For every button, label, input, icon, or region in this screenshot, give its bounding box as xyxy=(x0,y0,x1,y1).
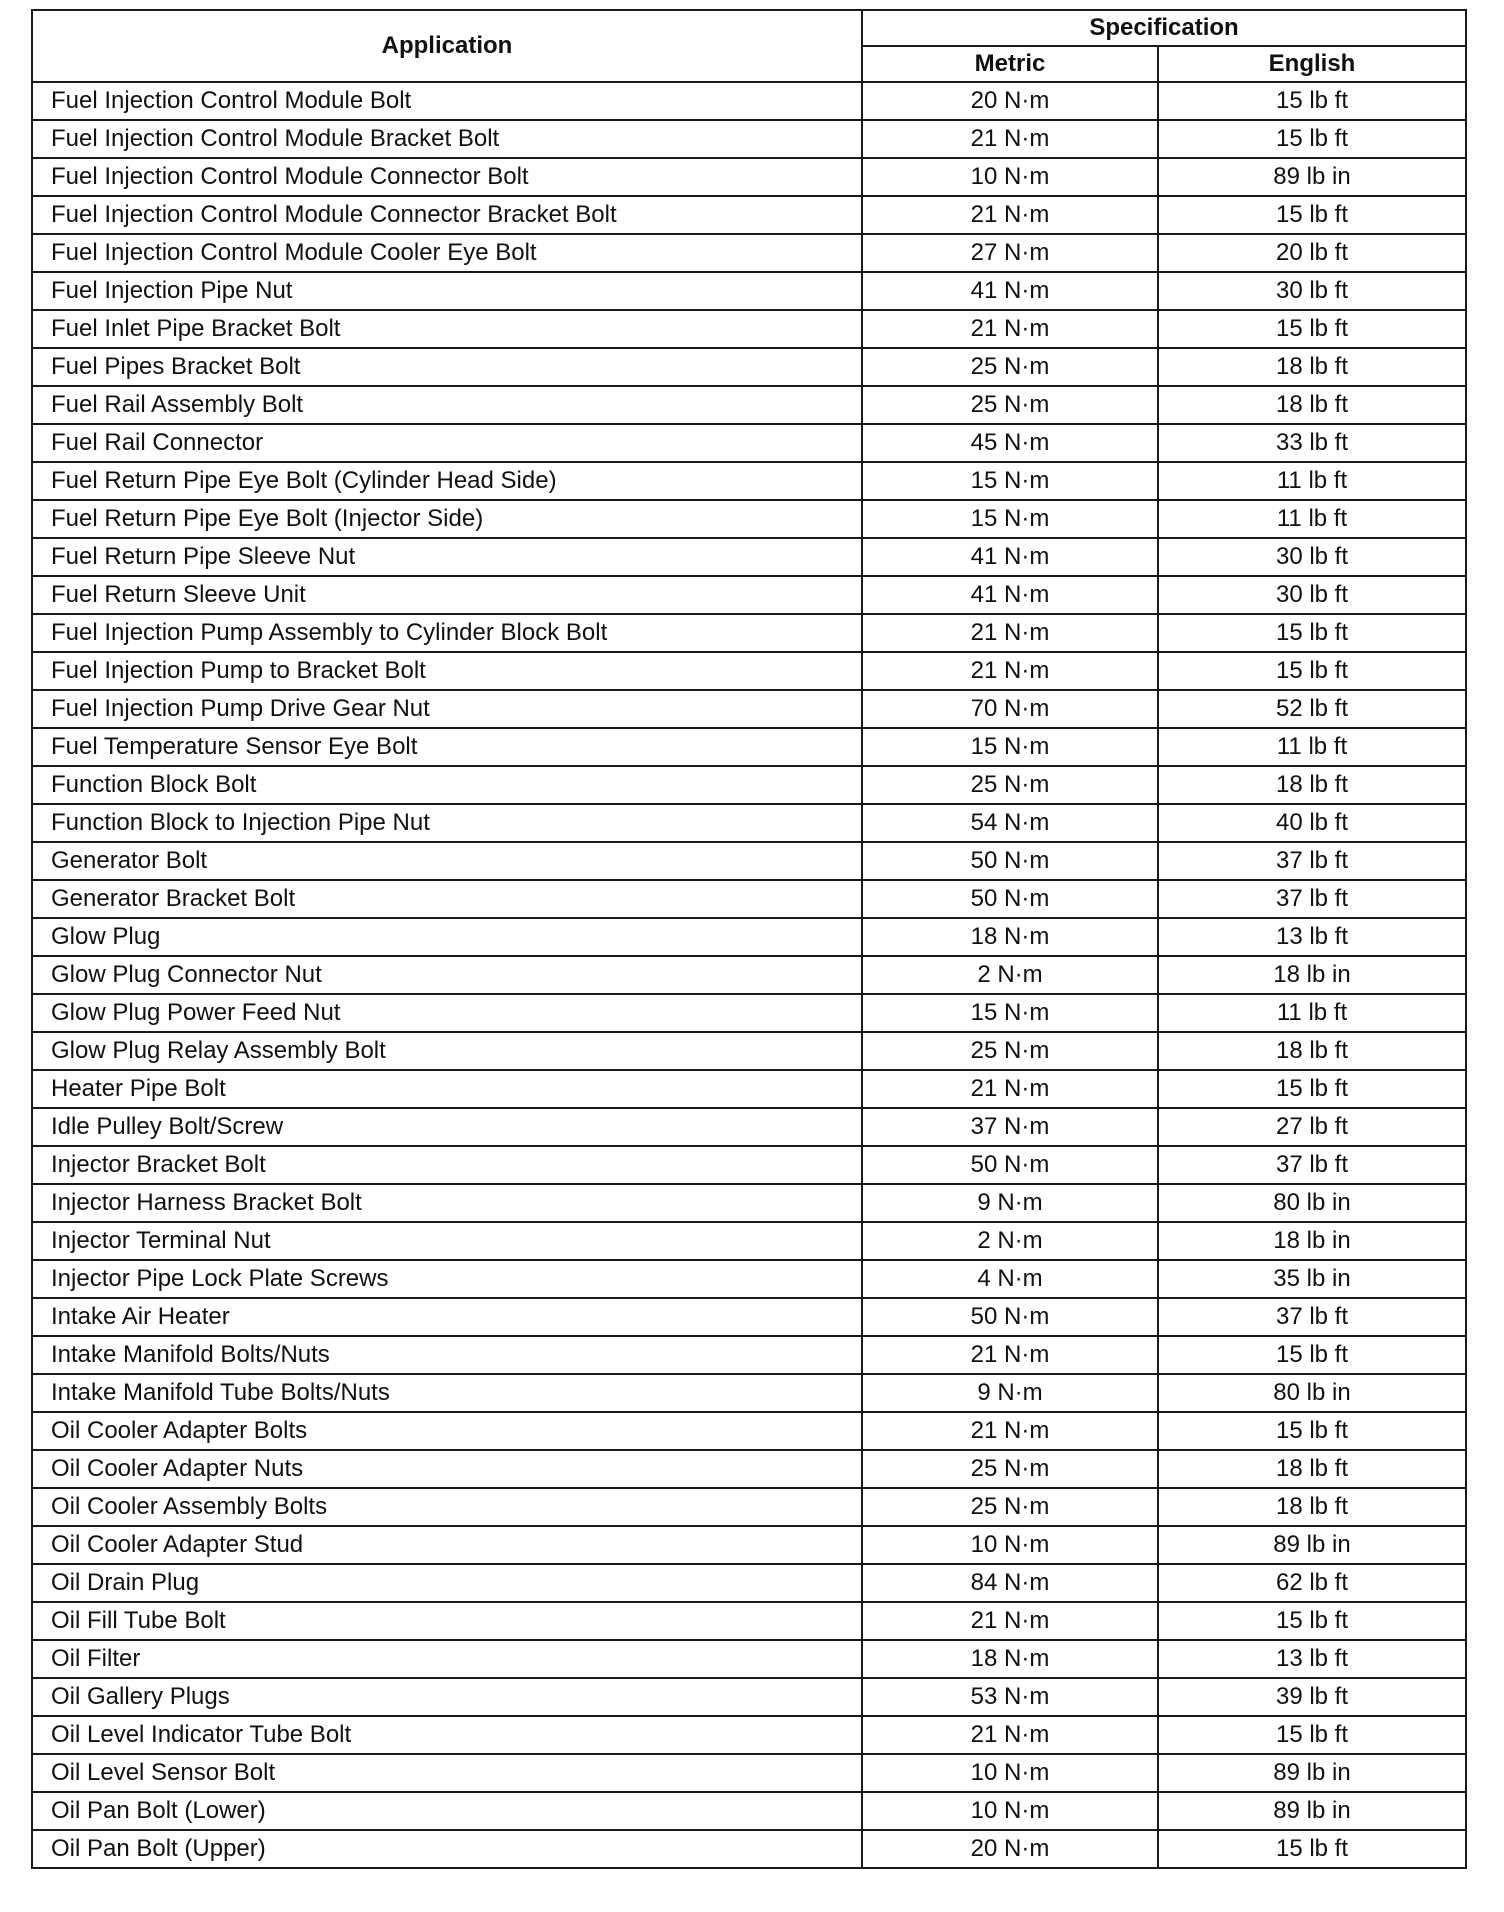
metric-cell: 2 N·m xyxy=(862,1222,1158,1260)
english-cell: 18 lb ft xyxy=(1158,1450,1466,1488)
metric-cell: 21 N·m xyxy=(862,310,1158,348)
table-row xyxy=(32,690,1466,728)
table-row xyxy=(32,348,1466,386)
metric-cell: 20 N·m xyxy=(862,82,1158,120)
table-row xyxy=(32,158,1466,196)
table-row xyxy=(32,1374,1466,1412)
application-header: Application xyxy=(32,10,862,82)
english-cell: 37 lb ft xyxy=(1158,842,1466,880)
table-row xyxy=(32,880,1466,918)
table-row xyxy=(32,956,1466,994)
application-cell: Fuel Injection Pump to Bracket Bolt xyxy=(32,652,862,690)
table-row xyxy=(32,842,1466,880)
english-cell: 18 lb in xyxy=(1158,1222,1466,1260)
metric-cell: 53 N·m xyxy=(862,1678,1158,1716)
english-cell: 18 lb ft xyxy=(1158,1032,1466,1070)
english-cell: 33 lb ft xyxy=(1158,424,1466,462)
application-cell: Oil Pan Bolt (Upper) xyxy=(32,1830,862,1868)
table-header xyxy=(32,10,1466,82)
metric-cell: 21 N·m xyxy=(862,196,1158,234)
english-cell: 15 lb ft xyxy=(1158,1412,1466,1450)
metric-cell: 41 N·m xyxy=(862,272,1158,310)
application-cell: Fuel Return Sleeve Unit xyxy=(32,576,862,614)
application-cell: Fuel Inlet Pipe Bracket Bolt xyxy=(32,310,862,348)
application-cell: Function Block Bolt xyxy=(32,766,862,804)
english-cell: 15 lb ft xyxy=(1158,82,1466,120)
english-cell: 15 lb ft xyxy=(1158,1830,1466,1868)
application-cell: Fuel Injection Pump Drive Gear Nut xyxy=(32,690,862,728)
metric-cell: 25 N·m xyxy=(862,766,1158,804)
metric-cell: 10 N·m xyxy=(862,1792,1158,1830)
metric-cell: 10 N·m xyxy=(862,158,1158,196)
table-row xyxy=(32,120,1466,158)
table-row xyxy=(32,1260,1466,1298)
table-row xyxy=(32,1336,1466,1374)
table-row xyxy=(32,728,1466,766)
torque-specification-table xyxy=(31,9,1467,1869)
application-cell: Fuel Injection Control Module Bracket Bolt xyxy=(32,120,862,158)
application-cell: Oil Filter xyxy=(32,1640,862,1678)
metric-cell: 2 N·m xyxy=(862,956,1158,994)
metric-cell: 9 N·m xyxy=(862,1184,1158,1222)
table-row xyxy=(32,1222,1466,1260)
metric-cell: 25 N·m xyxy=(862,1450,1158,1488)
application-cell: Fuel Injection Control Module Cooler Eye Bolt xyxy=(32,234,862,272)
metric-cell: 25 N·m xyxy=(862,348,1158,386)
table-row xyxy=(32,994,1466,1032)
table-row xyxy=(32,1488,1466,1526)
table-row xyxy=(32,804,1466,842)
metric-cell: 21 N·m xyxy=(862,1716,1158,1754)
application-cell: Fuel Injection Pipe Nut xyxy=(32,272,862,310)
application-cell: Intake Manifold Tube Bolts/Nuts xyxy=(32,1374,862,1412)
table-row xyxy=(32,196,1466,234)
english-cell: 15 lb ft xyxy=(1158,120,1466,158)
english-cell: 15 lb ft xyxy=(1158,310,1466,348)
english-cell: 18 lb ft xyxy=(1158,386,1466,424)
table-row xyxy=(32,462,1466,500)
english-cell: 89 lb in xyxy=(1158,158,1466,196)
application-cell: Heater Pipe Bolt xyxy=(32,1070,862,1108)
metric-cell: 37 N·m xyxy=(862,1108,1158,1146)
application-cell: Glow Plug xyxy=(32,918,862,956)
english-cell: 27 lb ft xyxy=(1158,1108,1466,1146)
english-cell: 18 lb ft xyxy=(1158,766,1466,804)
table-row xyxy=(32,1754,1466,1792)
table-row xyxy=(32,1070,1466,1108)
table-row xyxy=(32,576,1466,614)
application-cell: Glow Plug Relay Assembly Bolt xyxy=(32,1032,862,1070)
metric-cell: 15 N·m xyxy=(862,994,1158,1032)
table-row xyxy=(32,1678,1466,1716)
table-row xyxy=(32,1602,1466,1640)
english-cell: 15 lb ft xyxy=(1158,652,1466,690)
english-cell: 18 lb ft xyxy=(1158,348,1466,386)
metric-cell: 50 N·m xyxy=(862,880,1158,918)
metric-cell: 50 N·m xyxy=(862,1146,1158,1184)
english-cell: 39 lb ft xyxy=(1158,1678,1466,1716)
metric-cell: 21 N·m xyxy=(862,1412,1158,1450)
english-cell: 18 lb ft xyxy=(1158,1488,1466,1526)
table-body xyxy=(32,82,1466,1868)
application-cell: Fuel Injection Control Module Connector Bracket Bolt xyxy=(32,196,862,234)
application-cell: Intake Manifold Bolts/Nuts xyxy=(32,1336,862,1374)
application-cell: Fuel Temperature Sensor Eye Bolt xyxy=(32,728,862,766)
metric-cell: 15 N·m xyxy=(862,728,1158,766)
table-row xyxy=(32,918,1466,956)
application-cell: Intake Air Heater xyxy=(32,1298,862,1336)
metric-cell: 21 N·m xyxy=(862,652,1158,690)
metric-cell: 21 N·m xyxy=(862,1070,1158,1108)
metric-cell: 21 N·m xyxy=(862,1336,1158,1374)
application-cell: Oil Gallery Plugs xyxy=(32,1678,862,1716)
application-cell: Glow Plug Connector Nut xyxy=(32,956,862,994)
metric-cell: 10 N·m xyxy=(862,1526,1158,1564)
application-cell: Oil Cooler Adapter Nuts xyxy=(32,1450,862,1488)
english-cell: 15 lb ft xyxy=(1158,1716,1466,1754)
application-cell: Oil Cooler Adapter Bolts xyxy=(32,1412,862,1450)
english-cell: 89 lb in xyxy=(1158,1754,1466,1792)
table-row xyxy=(32,500,1466,538)
english-cell: 89 lb in xyxy=(1158,1792,1466,1830)
table-row xyxy=(32,424,1466,462)
table-row xyxy=(32,1526,1466,1564)
english-cell: 37 lb ft xyxy=(1158,1298,1466,1336)
application-cell: Function Block to Injection Pipe Nut xyxy=(32,804,862,842)
table-row xyxy=(32,1716,1466,1754)
metric-cell: 15 N·m xyxy=(862,462,1158,500)
application-cell: Injector Harness Bracket Bolt xyxy=(32,1184,862,1222)
english-cell: 11 lb ft xyxy=(1158,500,1466,538)
application-cell: Oil Drain Plug xyxy=(32,1564,862,1602)
metric-cell: 27 N·m xyxy=(862,234,1158,272)
english-cell: 80 lb in xyxy=(1158,1374,1466,1412)
metric-cell: 18 N·m xyxy=(862,918,1158,956)
table-row xyxy=(32,82,1466,120)
application-cell: Fuel Injection Pump Assembly to Cylinder Block Bolt xyxy=(32,614,862,652)
application-cell: Fuel Return Pipe Eye Bolt (Injector Side) xyxy=(32,500,862,538)
metric-cell: 70 N·m xyxy=(862,690,1158,728)
metric-cell: 18 N·m xyxy=(862,1640,1158,1678)
application-cell: Fuel Injection Control Module Bolt xyxy=(32,82,862,120)
metric-cell: 25 N·m xyxy=(862,386,1158,424)
table-row xyxy=(32,1640,1466,1678)
english-cell: 62 lb ft xyxy=(1158,1564,1466,1602)
metric-cell: 84 N·m xyxy=(862,1564,1158,1602)
english-cell: 37 lb ft xyxy=(1158,880,1466,918)
table-row xyxy=(32,652,1466,690)
metric-cell: 21 N·m xyxy=(862,614,1158,652)
application-cell: Oil Cooler Adapter Stud xyxy=(32,1526,862,1564)
english-cell: 13 lb ft xyxy=(1158,918,1466,956)
english-cell: 15 lb ft xyxy=(1158,196,1466,234)
metric-header: Metric xyxy=(862,46,1158,82)
metric-cell: 41 N·m xyxy=(862,538,1158,576)
application-cell: Generator Bracket Bolt xyxy=(32,880,862,918)
table-row xyxy=(32,310,1466,348)
english-cell: 15 lb ft xyxy=(1158,614,1466,652)
english-cell: 15 lb ft xyxy=(1158,1070,1466,1108)
english-cell: 11 lb ft xyxy=(1158,728,1466,766)
english-cell: 18 lb in xyxy=(1158,956,1466,994)
table-row xyxy=(32,1412,1466,1450)
metric-cell: 25 N·m xyxy=(862,1032,1158,1070)
english-cell: 15 lb ft xyxy=(1158,1336,1466,1374)
english-cell: 37 lb ft xyxy=(1158,1146,1466,1184)
metric-cell: 45 N·m xyxy=(862,424,1158,462)
table-row xyxy=(32,1184,1466,1222)
metric-cell: 54 N·m xyxy=(862,804,1158,842)
application-cell: Fuel Return Pipe Sleeve Nut xyxy=(32,538,862,576)
english-cell: 20 lb ft xyxy=(1158,234,1466,272)
table-row xyxy=(32,1146,1466,1184)
english-cell: 11 lb ft xyxy=(1158,994,1466,1032)
application-cell: Injector Terminal Nut xyxy=(32,1222,862,1260)
english-cell: 35 lb in xyxy=(1158,1260,1466,1298)
application-cell: Fuel Injection Control Module Connector Bolt xyxy=(32,158,862,196)
metric-cell: 41 N·m xyxy=(862,576,1158,614)
english-cell: 13 lb ft xyxy=(1158,1640,1466,1678)
table-row xyxy=(32,1032,1466,1070)
english-cell: 11 lb ft xyxy=(1158,462,1466,500)
application-cell: Fuel Rail Assembly Bolt xyxy=(32,386,862,424)
table-row xyxy=(32,272,1466,310)
application-cell: Oil Level Sensor Bolt xyxy=(32,1754,862,1792)
english-cell: 15 lb ft xyxy=(1158,1602,1466,1640)
english-cell: 30 lb ft xyxy=(1158,538,1466,576)
table-row xyxy=(32,766,1466,804)
specification-header: Specification xyxy=(862,10,1466,46)
metric-cell: 50 N·m xyxy=(862,1298,1158,1336)
metric-cell: 4 N·m xyxy=(862,1260,1158,1298)
table-row xyxy=(32,1298,1466,1336)
english-cell: 30 lb ft xyxy=(1158,576,1466,614)
metric-cell: 10 N·m xyxy=(862,1754,1158,1792)
table-row xyxy=(32,614,1466,652)
table-row xyxy=(32,386,1466,424)
application-cell: Oil Fill Tube Bolt xyxy=(32,1602,862,1640)
table-row xyxy=(32,538,1466,576)
table-row xyxy=(32,1450,1466,1488)
english-cell: 80 lb in xyxy=(1158,1184,1466,1222)
table-row xyxy=(32,1792,1466,1830)
application-cell: Oil Level Indicator Tube Bolt xyxy=(32,1716,862,1754)
application-cell: Oil Cooler Assembly Bolts xyxy=(32,1488,862,1526)
application-cell: Oil Pan Bolt (Lower) xyxy=(32,1792,862,1830)
application-cell: Generator Bolt xyxy=(32,842,862,880)
application-cell: Injector Pipe Lock Plate Screws xyxy=(32,1260,862,1298)
metric-cell: 50 N·m xyxy=(862,842,1158,880)
application-cell: Fuel Pipes Bracket Bolt xyxy=(32,348,862,386)
application-cell: Glow Plug Power Feed Nut xyxy=(32,994,862,1032)
english-cell: 40 lb ft xyxy=(1158,804,1466,842)
table-row xyxy=(32,234,1466,272)
english-cell: 30 lb ft xyxy=(1158,272,1466,310)
table-row xyxy=(32,1108,1466,1146)
metric-cell: 15 N·m xyxy=(862,500,1158,538)
english-cell: 52 lb ft xyxy=(1158,690,1466,728)
metric-cell: 9 N·m xyxy=(862,1374,1158,1412)
table-row xyxy=(32,1830,1466,1868)
application-cell: Idle Pulley Bolt/Screw xyxy=(32,1108,862,1146)
english-cell: 89 lb in xyxy=(1158,1526,1466,1564)
application-cell: Fuel Rail Connector xyxy=(32,424,862,462)
application-cell: Injector Bracket Bolt xyxy=(32,1146,862,1184)
metric-cell: 21 N·m xyxy=(862,1602,1158,1640)
application-cell: Fuel Return Pipe Eye Bolt (Cylinder Head Side) xyxy=(32,462,862,500)
metric-cell: 21 N·m xyxy=(862,120,1158,158)
metric-cell: 25 N·m xyxy=(862,1488,1158,1526)
english-header: English xyxy=(1158,46,1466,82)
metric-cell: 20 N·m xyxy=(862,1830,1158,1868)
table-row xyxy=(32,1564,1466,1602)
